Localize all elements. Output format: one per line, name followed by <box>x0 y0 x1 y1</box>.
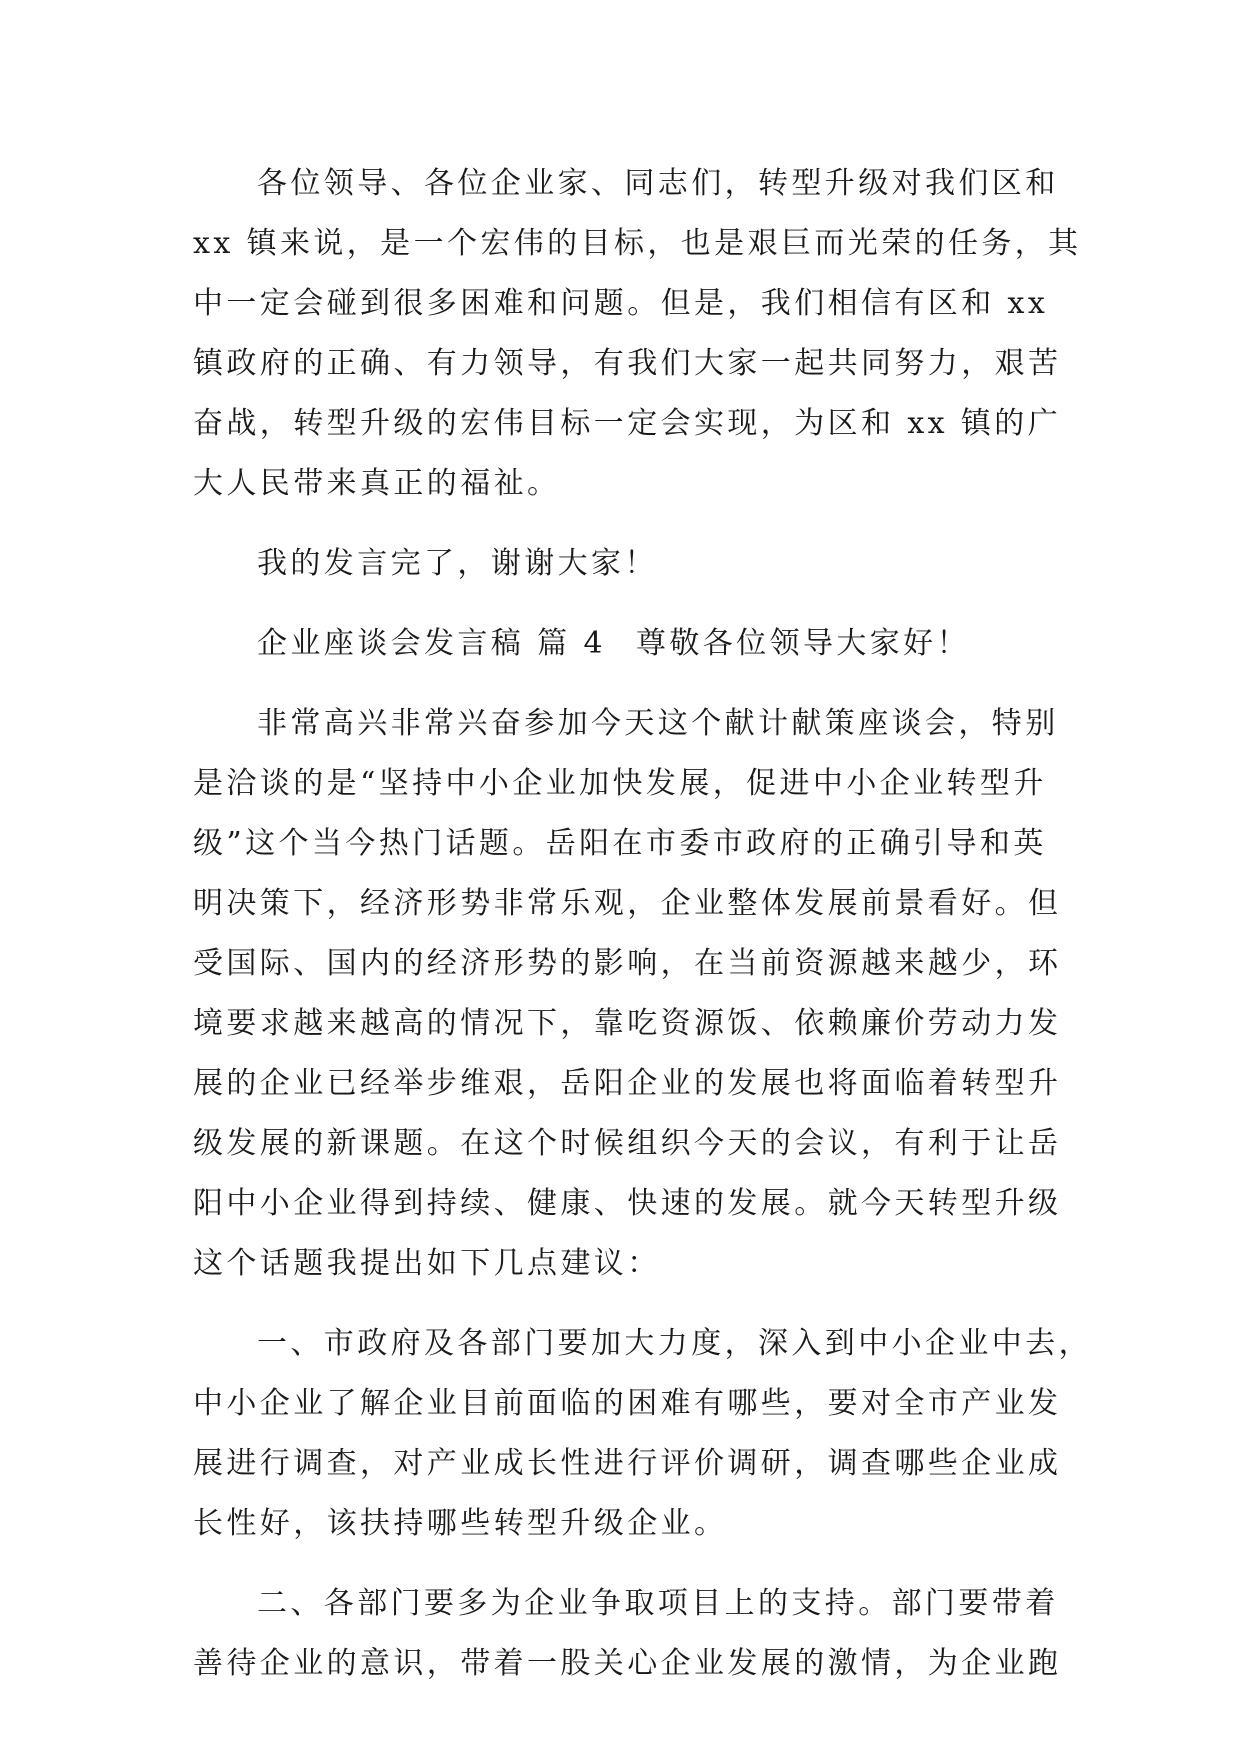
text-line: 善待企业的意识，带着一股关心企业发展的激情，为企业跑 <box>193 1646 1062 1681</box>
paragraph-suggestion-2 <box>193 1574 1062 1694</box>
paragraph-closing-remarks <box>193 154 1082 514</box>
text-line: 一、市政府及各部门要加大力度，深入到中小企业中去， <box>257 1326 1092 1361</box>
text-line: 镇政府的正确、有力领导，有我们大家一起共同努力，艰苦 <box>193 346 1062 381</box>
greeting: 尊敬各位领导大家好！ <box>635 626 970 661</box>
text-line: 长性好，该扶持哪些转型升级企业。 <box>193 1506 728 1541</box>
paragraph-suggestion-1 <box>193 1314 1092 1554</box>
text-line: 展进行调查，对产业成长性进行评价调研，调查哪些企业成 <box>193 1446 1062 1481</box>
text-line: 是洽谈的是“坚持中小企业加快发展，促进中小企业转型升 <box>193 766 1047 801</box>
text-line: 阳中小企业得到持续、健康、快速的发展。就今天转型升级 <box>193 1186 1062 1221</box>
text-line: 大人民带来真正的福祉。 <box>193 466 561 501</box>
text-line: 中小企业了解企业目前面临的困难有哪些，要对全市产业发 <box>193 1386 1062 1421</box>
paragraph-thanks <box>193 534 1053 594</box>
section-heading: 企业座谈会发言稿 篇 4 <box>257 626 606 661</box>
text-line: 各位领导、各位企业家、同志们，转型升级对我们区和 <box>257 166 1059 201</box>
text-line: xx 镇来说，是一个宏伟的目标，也是艰巨而光荣的任务，其 <box>193 226 1082 261</box>
text-line: 受国际、国内的经济形势的影响，在当前资源越来越少，环 <box>193 946 1062 981</box>
paragraph-section-heading <box>193 614 1053 674</box>
text-line: 非常高兴非常兴奋参加今天这个献计献策座谈会，特别 <box>257 706 1059 741</box>
text-line: 级发展的新课题。在这个时候组织今天的会议，有利于让岳 <box>193 1126 1062 1161</box>
text-line: 这个话题我提出如下几点建议： <box>193 1246 661 1281</box>
document-body <box>193 154 1092 1694</box>
text-line: 我的发言完了，谢谢大家！ <box>257 546 658 581</box>
text-line: 级”这个当今热门话题。岳阳在市委市政府的正确引导和英 <box>193 826 1047 861</box>
text-line: 展的企业已经举步维艰，岳阳企业的发展也将面临着转型升 <box>193 1066 1062 1101</box>
text-line: 奋战，转型升级的宏伟目标一定会实现，为区和 xx 镇的广 <box>193 406 1062 441</box>
paragraph-intro <box>193 694 1062 1294</box>
text-line: 明决策下，经济形势非常乐观，企业整体发展前景看好。但 <box>193 886 1062 921</box>
section-heading-line <box>193 614 1053 674</box>
text-line: 境要求越来越高的情况下，靠吃资源饭、依赖廉价劳动力发 <box>193 1006 1062 1041</box>
text-line: 中一定会碰到很多困难和问题。但是，我们相信有区和 xx <box>193 286 1049 321</box>
text-line: 二、各部门要多为企业争取项目上的支持。部门要带着 <box>257 1586 1059 1621</box>
